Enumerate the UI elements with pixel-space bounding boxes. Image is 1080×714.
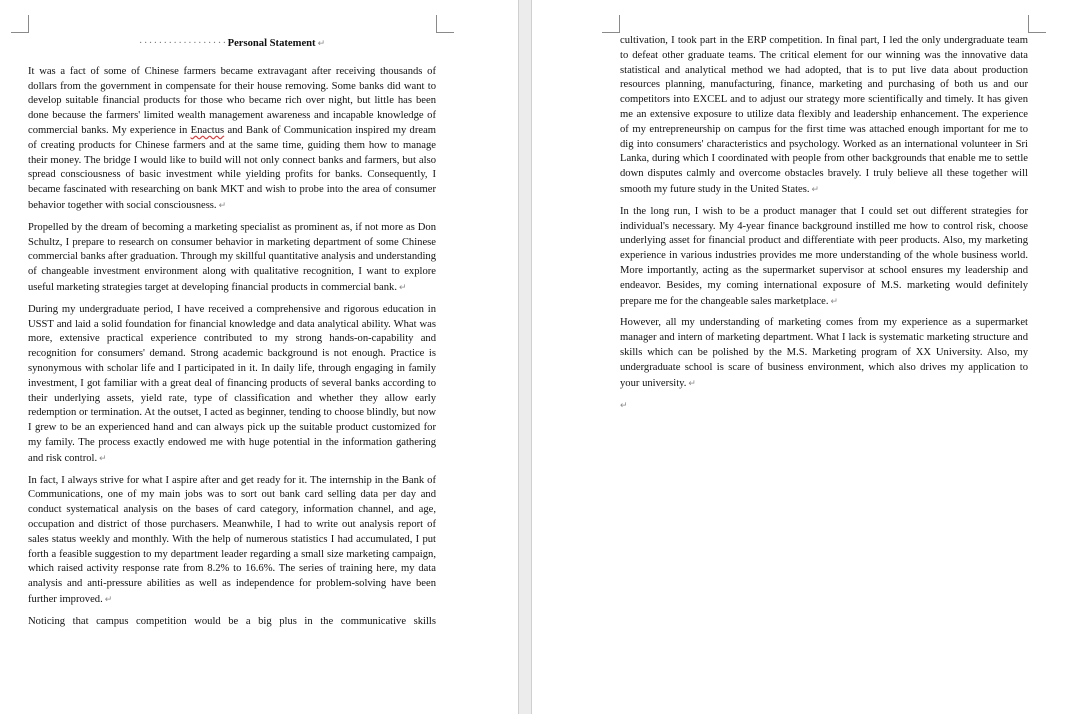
paragraph-mark-icon: ↵ [317, 38, 326, 48]
page-1 [0, 0, 518, 714]
paragraph [28, 474, 436, 608]
paragraph [28, 221, 436, 296]
paragraph-text: During my undergraduate period, I have received a comprehensive and rigorous education in USST and laid a solid foundation for financial knowledge and data analytical ability. What was more, extensive practical experience contributed to my strong hands-on-capability and recognition for consumers' demand. Strong academic background is not enough. Practice is synonymous with scholar life and I participated in it. In daily life, through engaging in family investment, I got familiar with a great deal of financing products of several banks according to their underlying assets, yield rate, type of classification and whether they allow early redemption or termination. At the outset, I acted as beginner, tending to choose blindly, but now I grew to be an experienced hand and can always pick up the suitable product customized for my family. The process exactly endowed me with huge potential in the information gathering and risk control. [28, 303, 436, 464]
paragraph [620, 205, 1028, 310]
page-2 [532, 0, 1080, 714]
paragraph-text: In the long run, I wish to be a product manager that I could set out different strategies for individual's necessary. My 4-year finance background instilled me how to control risk, choose underlying asset for financial product and differentiate with peer products. Also, my marketing experience in various industries provides me more understanding of the whole business world. More importantly, acting as the supermarket supervisor at school ensures my leadership and endeavor. Besides, my coming international exposure of M.S. marketing would definitely prepare me for the changeable sales marketplace. [620, 205, 1028, 307]
paragraph-mark-icon: ↵ [99, 452, 107, 463]
crop-mark-top-right [1028, 15, 1046, 33]
paragraph-text: Noticing that campus competition would be a big plus in the communicative skills [28, 615, 436, 627]
page-1-body[interactable] [28, 36, 436, 636]
paragraph [620, 316, 1028, 391]
page-2-body[interactable] [620, 34, 1028, 421]
paragraph-mark-icon: ↵ [830, 295, 839, 306]
paragraph [28, 303, 436, 467]
tab-leader-dots: ·················· [138, 38, 228, 49]
paragraph-text: In fact, I always strive for what I aspire after and get ready for it. The internship in the Bank of Communications, one of my main jobs was to sort out bank card selling data per day and conduct systematical analysis on the bases of card category, information channel, and age, occupation and district of those purchasers. Meanwhile, I had to write out analysis report of sales status weekly and monthly. With the help of numerous statistics I had accumulated, I put forth a feasible suggestion to my department leader regarding a small size marketing campaign, which raised activity response rate from 8.2% to 16.6%. The series of training here, my data analysis and anti-pressure abilities as well as independence for problem-solving have been further improved. [28, 474, 436, 605]
crop-mark-top-right [436, 15, 454, 33]
paragraph [620, 34, 1028, 198]
paragraph-text-after: and Bank of Communication inspired my dream of creating products for Chinese farmers and at the same time, guiding them how to manage their money. The bridge I would like to build will not only connect banks and farmers, but also spread consciousness of basic investment while yielding profits for banks. Consequently, I became fascinated with researching on bank MKT and wish to probe into the area of consumer behavior together with social consciousness. [28, 124, 437, 211]
paragraph-mark-icon: ↵ [218, 199, 227, 210]
crop-mark-top-left [11, 15, 29, 33]
title-line [28, 36, 436, 52]
paragraph-mark-icon: ↵ [104, 593, 113, 604]
empty-paragraph [620, 398, 1028, 414]
page-gutter [518, 0, 532, 714]
paragraph-mark-icon: ↵ [399, 281, 407, 292]
spellcheck-flagged-word[interactable]: Enactus [190, 124, 225, 136]
page-title: Personal Statement [227, 38, 316, 49]
paragraph-text-before: It was a fact of some of Chinese farmers became extravagant after receiving thousands of dollars from the government in compensate for their house removing. Some banks did want to develop suitable financial products for those who became rich over night, but little has been done because the farmers' limited wealth management awareness and incapable knowledge of commercial banks. My experience in [28, 65, 436, 136]
paragraph-mark-icon: ↵ [688, 377, 696, 388]
paragraph-text: cultivation, I took part in the ERP competition. In final part, I led the only undergraduate team to defeat other graduate teams. The critical element for our winning was the innovative data statistical and analytical method we had adopted, that is to put live data about production resources planning, manufacturing, finance, marketing and purchasing of both us and our competitors into EXCEL and to adjust our strategy more scientifically and timely. It has given me an extensive exposure to utilize data flexibly and leadership enhancement. The experience of my entrepreneurship on campus for the first time was attached enough important for me to dig into consumers' characteristics and psychology. Worked as an international volunteer in Sri Lanka, during which I coordinated with people from other backgrounds that enable me to settle down disputes calmly and overcome obstacles bravely. I truly believe all these together will smooth my future study in the United States. [620, 35, 1028, 195]
paragraph-text: Propelled by the dream of becoming a marketing specialist as prominent as, if not more as Don Schultz, I prepare to research on consumer behavior in marketing department of some Chinese commercial banks after graduation. Through my skillful quantitative analysis and understanding of changeable investment environment along with qualitative recognition, I want to explore useful marketing strategies target at developing financial products in commercial bank. [28, 221, 436, 293]
paragraph-mark-icon: ↵ [811, 183, 820, 194]
paragraph [28, 615, 436, 630]
paragraph-mark-icon: ↵ [620, 400, 628, 411]
crop-mark-top-left [602, 15, 620, 33]
paragraph [28, 65, 436, 214]
paragraph-text: However, all my understanding of marketing comes from my experience as a supermarket manager and intern of marketing department. What I lack is systematic marketing structure and skills which can be polished by the M.S. Marketing program of XX University. Also, my undergraduate school is scare of business environment, which also drives my application to your university. [620, 317, 1028, 389]
